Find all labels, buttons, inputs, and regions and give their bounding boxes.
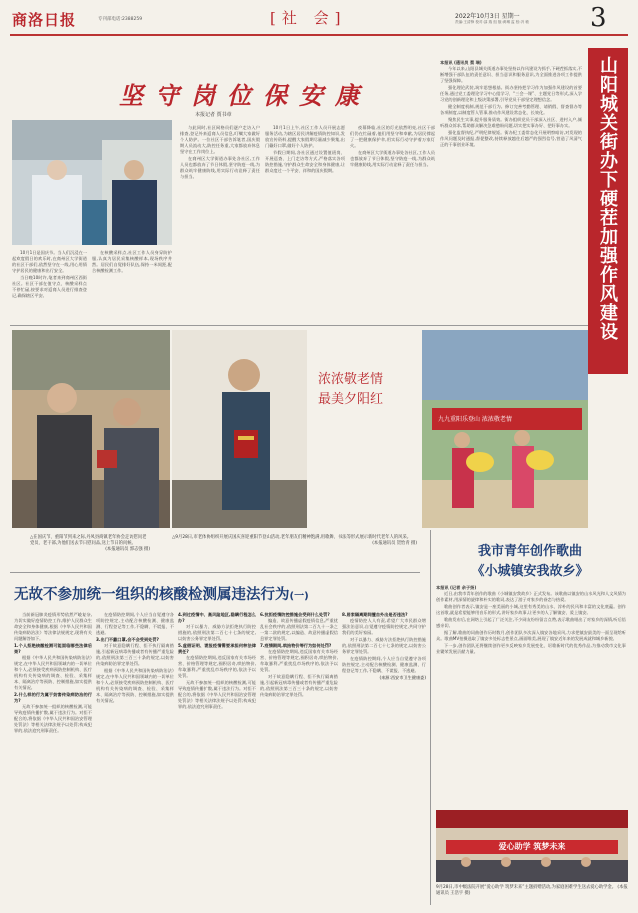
photo-caption-right: △9月28日,市老体协组织开展庆国庆喜迎重阳节登山活动,老年朋友们精神饱满,用歌舞、书法等形式展示新时代老年人的风采。 (本报通讯员 贺怡青 摄) xyxy=(172,535,417,546)
qa-body-col3: 4.到过疫情中、高风险地区,隐瞒行程怎么办? 对于以暴力、威胁方法拒绝执行防控措施的,依照刑法第二百七十七条的规定,以妨害公务罪定罪处罚。 5.虚假证明、谎报疫情需要承担何种法律责任? 在疫情防控期间,违反国家有关市场经营、价格管理等规定,囤积居奇,哄抬物价,牟取暴利,严重扰乱市场秩序的,依法予以处罚。 无故不参加统一组织的核酸检测,可能导致疫情传播扩散,属于违法行为。对拒不配合的,将依据《中华人民共和国治安管理处罚法》等相关法律法规予以处罚;构成犯罪的,依法追究刑事责任。 xyxy=(178,612,256,709)
qa-headline: 无故不参加统一组织的核酸检测属违法行为(一) xyxy=(14,587,309,603)
lead-body-col2: 在核酸采样点,社区工作人员身穿防护服,认真为居民采集核酸样本,现场秩序井然。居民们自觉排好队伍,保持一米间距,配合核酸检测工作。 xyxy=(92,250,172,273)
lead-photo xyxy=(12,120,172,245)
issue-date: 2022年10月3日 星期一 xyxy=(455,13,520,20)
column-divider-right xyxy=(430,530,431,905)
masthead-divider xyxy=(10,34,628,36)
qa-body-col2: 在疫情防控期间,个人应当自觉遵守各项防控规定,主动配合核酸检测、健康监测、行程登记等工作,不隐瞒、不谎报、不逃避。 3.出门不戴口罩,会不会受到处罚? 对于故意隐瞒行程、拒不执行隔离措施,引起新冠病毒传播或者有传播严重危险的,依照刑法第三百三十条的规定,以妨害传染病防治罪定罪处罚。 根据《中华人民共和国传染病防治法》规定,在中华人民共和国领域内的一切单位和个人,必须接受疾病预防控制机构、医疗机构有关传染病的调查、检验、采集样本、隔离治疗等预防、控制措施,如实提供有关情况。 xyxy=(96,612,174,703)
elderly-gift-photo xyxy=(172,330,307,528)
mountain-climb-photo xyxy=(422,330,588,528)
page-number: 3 xyxy=(590,3,607,33)
lead-body-col4: 10月1日上午,社区工作人员开展志愿服务活动,为辖区居民讲解疫情防控知识,发放宣传资料,提醒大家假期尽量减少聚集,出门戴好口罩,做好个人防护。 节假日期间,各社区通过设置值班岗、开展巡查、上门走访等方式,严格落实各项防控措施,守护群众生命安全和身体健康,让群众度过一个平安、祥和的国庆假期。 xyxy=(265,125,345,173)
song-story-byline: 本报讯 (记者 余子扬) xyxy=(436,585,477,590)
lead-body-col1: 10月1日是国庆节。当人们沉浸在一起欢度假日的欢乐时,在商州区大学街道的社区干部们,依然坚守在一线,用心用情守护居民的健康和出行安全。 当日晚10时许,笔者来到商州区西街社区。社区干部在值守点、核酸采样点不停忙碌,按要求对返商人员进行排查登记,确保辖区平安。 xyxy=(12,250,87,298)
charity-caption: 9月28日,市中级法院开展“爱心助学 筑梦未来”主题捐赠活动,为家庭困难学生送去爱心助学金。 (本报通讯员 王浩宇 摄) xyxy=(436,885,628,896)
masthead xyxy=(0,0,638,38)
photo-credit-left: (本报通讯员 郭志强 摄) xyxy=(105,547,150,552)
qa-body-col5: 8.居家隔离期间擅自外出是否违法? 疫情防控人人有责,希望广大市民群众增强法治意识,自觉遵守疫情防控规定,共同守护我们的美好家园。 对于以暴力、威胁方法拒绝执行防控措施的,依照刑法第二百七十七条的规定,以妨害公务罪定罪处罚。 在疫情防控期间,个人应当自觉遵守各项防控规定,主动配合核酸检测、健康监测、行程登记等工作,不隐瞒、不谎报、不逃避。 (来源:西安市卫生健康委) xyxy=(342,612,426,680)
editor-credits: 责编:王清锋 校对:邵 瑞 组 版:黄琳 监 校:冯 敏 xyxy=(455,20,529,24)
side-story-body: 本报讯 (通讯员 蔡 瑞) 今年以来,山阳县城关街道办事处坚持以作风建设为抓手,下硬茬抓落实,不断增强干部队伍的责任意识、担当意识和服务意识,为全面推进各项工作提供了坚强保障。 强化理论武装,筑牢思想根基。街办坚持把学习作为加强作风建设的首要任务,通过党工委理论学习中心组学习、“三会一课”、主题党日等形式,深入学习党的创新理论和上级决策部署,引导党员干部坚定理想信念。 健全制度机制,规范干部行为。修订完善考勤管理、请销假、督查督办等各项制度,以制度管人管事,推动作风建设常态化、长效化。 聚焦民生实事,提升服务质效。街办组织党员干部深入社区、进村入户,倾听群众诉求,帮助群众解决急难愁盼问题,切实把实事办好、把好事办实。 强化监督执纪,严明纪律规矩。街办纪工委常态化开展明察暗访,对发现的作风问题及时通报,督促整改,持续释放越往后越严的强烈信号,营造了风清气正的干事创业环境。 xyxy=(440,60,582,147)
elderly-visit-photo xyxy=(12,330,170,528)
lead-headline: 坚守岗位保安康 xyxy=(119,81,371,110)
side-story-headline-box xyxy=(588,48,628,374)
section-label: [社 会] xyxy=(270,9,347,27)
photo-story-title-line1: 浓浓敬老情 xyxy=(318,372,384,387)
side-story-byline: 本报讯 (通讯员 蔡 瑞) xyxy=(440,60,482,65)
climb-banner-text: 九九重阳乐登山 浓浓敬老情 xyxy=(438,416,512,423)
lead-body-col5: 夜幕降临,社区的灯光依然明亮,社区干部们仍在忙碌着,他们用坚守和奉献,为居民撑起了一把健康保护伞,用实际行动守护着万家灯火。 在商州区大学街道办事处各社区,工作人员也都放弃了节日休假,坚守防疫一线,为群众筑牢健康防线,用实际行动诠释了责任与担当。 xyxy=(350,125,435,167)
photo-story-title-line2: 最美夕阳红 xyxy=(318,392,384,407)
lead-body-col3: 与此同时,社区网格员们逐户走访入户排查,登记外来返商人员信息,叮嘱大家做好个人防护。一位社区干部告诉笔者,国庆假期人员流动大,防控任务重,大家都放弃休息坚守在工作岗位上。 在商州区大学街道办事处各社区,工作人员也都放弃了节日休假,坚守防疫一线,为群众筑牢健康防线,用实际行动诠释了责任与担当。 xyxy=(180,125,260,179)
charity-photo xyxy=(436,810,628,882)
song-story-body: 本报讯 (记者 余子扬) 近日,由我市青年创作的歌曲《小城镇安我故乡》正式发布。该歌曲以镇安的山水风光和人文风情为创作素材,用深情的旋律和朴实的歌词,表达了游子对家乡的眷恋与热爱。 歌曲创作者表示,镇安是一座美丽的小城,这里有秀美的山水、淳朴的民风和丰富的文化底蕴。创作这首歌,就是希望能够用音乐的形式,讲好家乡故事,让更多的人了解镇安、爱上镇安。 歌曲发布后,在网络上引起了广泛关注,不少网友纷纷留言点赞,表示歌曲唱出了对家乡的深情,听后倍感亲切。 据了解,歌曲的词曲创作历时数月,创作团队多次深入镇安各地采风,力求把镇安最美的一面呈现给听众。歌曲MV拍摄选取了镇安多处标志性景点,画面唯美,展现了镇安近年来的发展成就和城乡新貌。 下一步,创作团队还将继续创作更多反映家乡发展变化、讴歌新时代的优秀作品,为推动我市文化事业繁荣发展贡献力量。 xyxy=(436,585,626,654)
qa-body-col1: 当前新冠肺炎疫情形势依然严峻复杂,为切实做好疫情防控工作,维护人民群众生命安全和身体健康,根据《中华人民共和国传染病防治法》等法律法规规定,现将有关问题解答如下。 1.个人拒绝核酸检测可能面临哪些法律后果? 根据《中华人民共和国传染病防治法》规定,在中华人民共和国领域内的一切单位和个人,必须接受疾病预防控制机构、医疗机构有关传染病的调查、检验、采集样本、隔离治疗等预防、控制措施,如实提供有关情况。 2.什么样的行为属于妨害传染病防治的行为? 无故不参加统一组织的核酸检测,可能导致疫情传播扩散,属于违法行为。对拒不配合的,将依据《中华人民共和国治安管理处罚法》等相关法律法规予以处罚;构成犯罪的,依法追究刑事责任。 xyxy=(14,612,92,733)
song-headline-line2: 《小城镇安我故乡》 xyxy=(471,564,589,579)
qa-source: (来源:西安市卫生健康委) xyxy=(379,675,426,680)
upper-divider xyxy=(10,325,588,326)
song-headline-line1: 我市青年创作歌曲 xyxy=(477,544,582,559)
charity-credit: (本报通讯员 王浩宇 摄) xyxy=(436,885,628,896)
middle-divider xyxy=(10,572,420,573)
dept-phone: 专刊部电话:2388259 xyxy=(98,17,143,22)
qa-body-col4: 6.抗拒疫情防控措施会受到什么处罚? 编造、故意传播虚假疫情信息,严重扰乱社会秩序的,依照刑法第二百九十一条之一第二款的规定,以编造、故意传播虚假信息罪定罪处罚。 7.疫情期间,哄抬物价等行为如何处罚? 在疫情防控期间,违反国家有关市场经营、价格管理等规定,囤积居奇,哄抬物价,牟取暴利,严重扰乱市场秩序的,依法予以处罚。 对于故意隐瞒行程、拒不执行隔离措施,引起新冠病毒传播或者有传播严重危险的,依照刑法第三百三十条的规定,以妨害传染病防治罪定罪处罚。 xyxy=(260,612,338,697)
charity-banner-text: 爱心助学 筑梦未来 xyxy=(498,842,566,851)
qa-part: (一) xyxy=(289,591,309,602)
lead-byline: 本报记者 贾书章 xyxy=(195,112,232,118)
photo-credit-right: (本报通讯员 贺怡青 摄) xyxy=(372,541,417,546)
newspaper-logo: 商洛日报 xyxy=(12,11,77,29)
photo-caption-left: △在国庆节、重阳节到来之际,丹凤县商镇老年协会走访慰问老党员、老干部,为他们送去节日慰问品,送上节日的问候。 (本报通讯员 郭志强 摄) xyxy=(30,535,150,552)
side-story-headline: 山阳城关街办下硬茬加强作风建设 xyxy=(597,56,618,341)
